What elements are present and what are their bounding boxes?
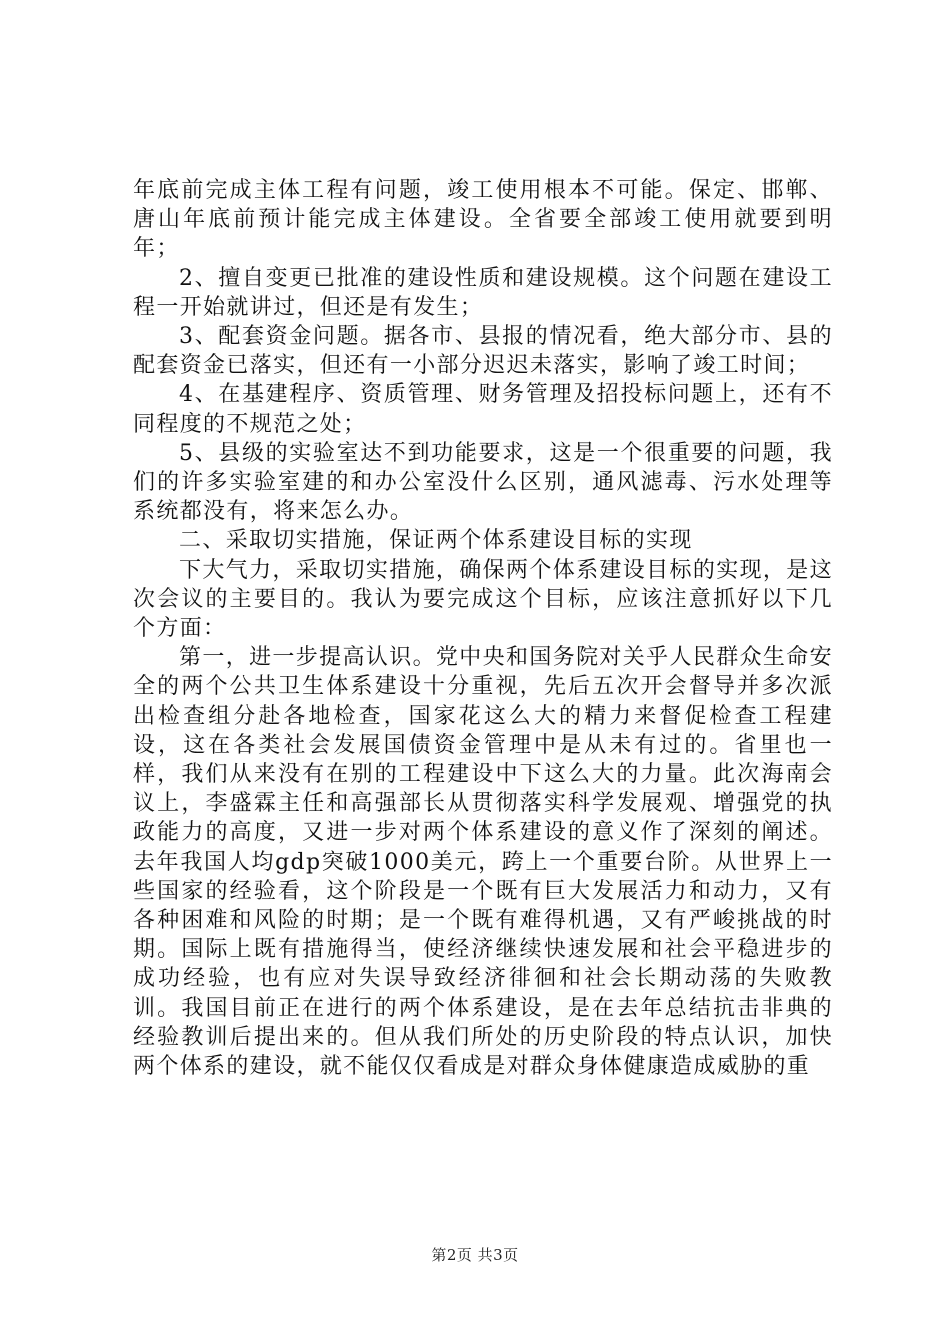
paragraph-first-point: 第一，进一步提高认识。党中央和国务院对关乎人民群众生命安全的两个公共卫生体系建设十分重视，先后五次开会督导并多次派出检查组分赴各地检查，国家花这么大的精力来督促检查工程建设，这在各类社会发展国债资金管理中是从未有过的。省里也一样，我们从来没有在别的工程建设中下这么大的力量。此次海南会议上，李盛霖主任和高强部长从贯彻落实科学发展观、增强党的执政能力的高度，又进一步对两个体系建设的意义作了深刻的阐述。去年我国人均gdp突破1000美元，跨上一个重要台阶。从世界上一些国家的经验看，这个阶段是一个既有巨大发展活力和动力，又有各种困难和风险的时期；是一个既有难得机遇，又有严峻挑战的时期。国际上既有措施得当，使经济继续快速发展和社会平稳进步的成功经验，也有应对失误导致经济徘徊和社会长期动荡的失败教训。我国目前正在进行的两个体系建设，是在去年总结抗击非典的经验教训后提出来的。但从我们所处的历史阶段的特点认识，加快两个体系的建设，就不能仅仅看成是对群众身体健康造成威胁的重 <box>133 645 833 1080</box>
paragraph-intro: 下大气力，采取切实措施，确保两个体系建设目标的实现，是这次会议的主要目的。我认为要完成这个目标，应该注意抓好以下几个方面： <box>133 557 833 642</box>
paragraph-item-2: 2、擅自变更已批准的建设性质和建设规模。这个问题在建设工程一开始就讲过，但还是有发生； <box>133 265 833 320</box>
document-body <box>133 176 833 1081</box>
page-number-footer: 第2页 共3页 <box>431 1246 519 1264</box>
section-heading: 二、采取切实措施，保证两个体系建设目标的实现 <box>179 528 693 554</box>
paragraph-continuation: 年底前完成主体工程有问题，竣工使用根本不可能。保定、邯郸、唐山年底前预计能完成主体建设。全省要全部竣工使用就要到明年； <box>133 178 833 262</box>
paragraph-item-3: 3、配套资金问题。据各市、县报的情况看，绝大部分市、县的配套资金已落实，但还有一小部分迟迟未落实，影响了竣工时间； <box>133 324 833 379</box>
paragraph-item-5: 5、县级的实验室达不到功能要求，这是一个很重要的问题，我们的许多实验室建的和办公室没什么区别，通风滤毒、污水处理等系统都没有，将来怎么办。 <box>133 440 833 525</box>
paragraph-item-4: 4、在基建程序、资质管理、财务管理及招投标问题上，还有不同程度的不规范之处； <box>133 382 833 437</box>
